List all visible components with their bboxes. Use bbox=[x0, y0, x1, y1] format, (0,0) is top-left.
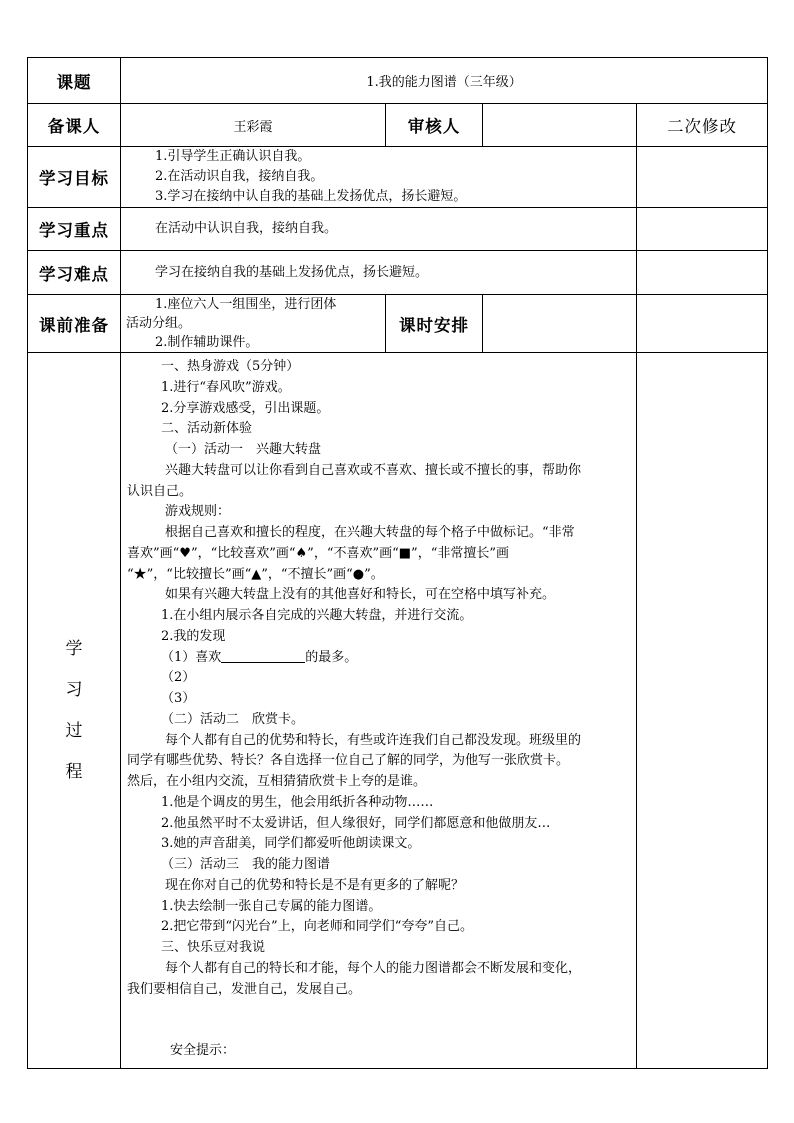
preparer-value: 王彩霞 bbox=[121, 104, 386, 147]
process-line: 2.把它带到“闪光台”上，向老师和同学们“夸夸”自己。 bbox=[161, 919, 473, 935]
process-label-char: 习 bbox=[65, 679, 83, 700]
revision-label: 二次修改 bbox=[637, 104, 768, 147]
reviewer-label: 审核人 bbox=[386, 104, 483, 147]
objective-line: 3.学习在接纳中认自我的基础上发扬优点，扬长避短。 bbox=[155, 189, 467, 204]
topic-row bbox=[28, 58, 768, 104]
safety-tip-line: 安全提示： bbox=[170, 1043, 236, 1059]
process-line: 1.快去绘制一张自己专属的能力图谱。 bbox=[161, 898, 382, 914]
process-label bbox=[28, 353, 121, 1069]
process-line: 兴趣大转盘可以让你看到自己喜欢或不喜欢、擅长或不擅长的事，帮助你 bbox=[165, 462, 582, 478]
process-line: 1.在小组内展示各自完成的兴趣大转盘，并进行交流。 bbox=[161, 608, 473, 623]
preparation-line: 1.座位六人一组围坐，进行团体 bbox=[155, 297, 337, 312]
process-line: 二、活动新体验 bbox=[161, 421, 253, 437]
process-label-char: 过 bbox=[65, 720, 83, 741]
process-line: 2.分享游戏感受，引出课题。 bbox=[161, 400, 330, 416]
objectives-content bbox=[121, 147, 637, 208]
reviewer-value bbox=[483, 104, 637, 147]
difficulty-row bbox=[28, 251, 768, 295]
process-line: （2） bbox=[161, 670, 196, 686]
process-line: 2.他虽然平时不太爱讲话，但人缘很好，同学们都愿意和他做朋友… bbox=[161, 815, 551, 831]
preparer-row bbox=[28, 104, 768, 147]
process-line: 同学有哪些优势、特长？各自选择一位自己了解的同学，为他写一张欣赏卡。 bbox=[127, 753, 570, 769]
process-line: 现在你对自己的优势和特长是不是有更多的了解呢？ bbox=[165, 877, 465, 893]
process-line: 一、热身游戏（5分钟） bbox=[161, 359, 300, 374]
process-label-char: 学 bbox=[65, 638, 83, 659]
process-line: 1.进行“春风吹”游戏。 bbox=[161, 379, 291, 395]
preparer-label: 备课人 bbox=[28, 104, 121, 147]
finding-suffix: 的最多。 bbox=[305, 649, 358, 665]
preparation-content bbox=[121, 295, 386, 353]
process-line: 三、快乐豆对我说 bbox=[161, 940, 266, 955]
finding-prefix: （1）喜欢 bbox=[161, 649, 222, 665]
process-line: 认识自己。 bbox=[127, 483, 193, 499]
objective-line: 2.在活动识自我，接纳自我。 bbox=[155, 169, 324, 184]
objectives-label: 学习目标 bbox=[28, 147, 121, 208]
spacer bbox=[127, 1000, 634, 1041]
fill-in-blank bbox=[221, 648, 305, 663]
difficulty-text: 学习在接纳自我的基础上发扬优点，扬长避短。 bbox=[155, 264, 429, 280]
schedule-value bbox=[483, 295, 637, 353]
key-point-revision-cell bbox=[637, 208, 768, 251]
process-line: 每个人都有自己的特长和才能，每个人的能力图谱都会不断发展和变化， bbox=[165, 960, 582, 976]
schedule-label: 课时安排 bbox=[386, 295, 483, 353]
topic-label: 课题 bbox=[28, 58, 121, 104]
preparation-row bbox=[28, 295, 768, 353]
finding-line-1 bbox=[127, 648, 634, 669]
process-line: 2.我的发现 bbox=[161, 628, 226, 644]
process-revision-cell bbox=[637, 353, 768, 1069]
process-row bbox=[28, 353, 768, 1069]
difficulty-revision-cell bbox=[637, 251, 768, 295]
process-line: 每个人都有自己的优势和特长，有些或许连我们自己都没发现。班级里的 bbox=[165, 732, 582, 748]
difficulty-label: 学习难点 bbox=[28, 251, 121, 295]
process-line: 如果有兴趣大转盘上没有的其他喜好和特长，可在空格中填写补充。 bbox=[165, 587, 556, 603]
process-line: （三）活动三 我的能力图谱 bbox=[161, 857, 331, 872]
process-label-char: 程 bbox=[65, 761, 83, 782]
lesson-plan-table bbox=[27, 57, 768, 1069]
process-line: （一）活动一 兴趣大转盘 bbox=[165, 442, 322, 457]
objective-line: 1.引导学生正确认识自我。 bbox=[155, 149, 311, 164]
process-line: 我们要相信自己，发泄自己，发展自己。 bbox=[127, 981, 362, 997]
key-point-label: 学习重点 bbox=[28, 208, 121, 251]
preparation-label: 课前准备 bbox=[28, 295, 121, 353]
process-line: 1.他是个调皮的男生，他会用纸折各种动物…… bbox=[161, 794, 434, 810]
process-line: 喜欢”画“♥”，“比较喜欢”画“♠”，“不喜欢”画“■”，“非常擅长”画 bbox=[127, 545, 509, 561]
process-line: （二）活动二 欣赏卡。 bbox=[161, 711, 305, 727]
objectives-revision-cell bbox=[637, 147, 768, 208]
process-line: 游戏规则： bbox=[165, 504, 231, 520]
objectives-row bbox=[28, 147, 768, 208]
process-content bbox=[121, 353, 637, 1069]
process-line: “★”，“比较擅长”画“▲”，“不擅长”画“●”。 bbox=[127, 566, 384, 582]
preparation-line: 2.制作辅助课件。 bbox=[155, 335, 259, 350]
key-point-text: 在活动中认识自我，接纳自我。 bbox=[155, 221, 338, 236]
key-point-row bbox=[28, 208, 768, 251]
process-line: 3.她的声音甜美，同学们都爱听他朗读课文。 bbox=[161, 836, 421, 852]
topic-value: 1.我的能力图谱（三年级） bbox=[121, 58, 768, 104]
preparation-line: 活动分组。 bbox=[126, 316, 192, 331]
preparation-revision-cell bbox=[637, 295, 768, 353]
process-line: 根据自己喜欢和擅长的程度，在兴趣大转盘的每个格子中做标记。“非常 bbox=[165, 525, 575, 540]
process-line: 然后，在小组内交流，互相猜猜欣赏卡上夸的是谁。 bbox=[127, 774, 427, 789]
process-line: （3） bbox=[161, 691, 196, 706]
